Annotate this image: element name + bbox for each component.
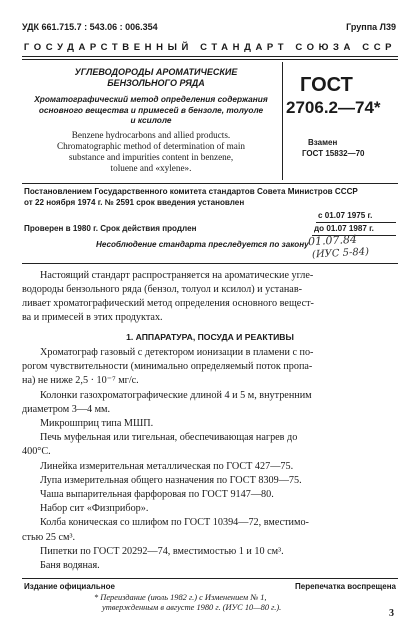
masthead: ГОСУДАРСТВЕННЫЙ СТАНДАРТ СОЮЗА ССР xyxy=(23,42,397,53)
udk-code: УДК 661.715.7 : 543.06 : 006.354 xyxy=(22,22,158,32)
decree-text xyxy=(24,187,358,208)
equipment-line: Хроматограф газовый с детектором ионизации в пламени с по- xyxy=(40,347,314,358)
subtitle-ru-line: Хроматографический метод определения содержания xyxy=(34,94,268,104)
equipment-line: Баня водяная. xyxy=(40,560,100,572)
equipment-line: Лупа измерительная общего назначения по ГОСТ 8309—75. xyxy=(40,474,302,486)
title-ru-line: БЕНЗОЛЬНОГО РЯДА xyxy=(107,78,205,88)
intro-line: ливает хроматографический метод определения основного вещест- xyxy=(22,298,314,309)
title-en xyxy=(30,130,272,174)
replaces-value: ГОСТ 15832—70 xyxy=(302,149,365,158)
replaces-label: Взамен xyxy=(308,138,338,147)
masthead-rule-top xyxy=(22,56,398,57)
intro-line: водороды бензольного ряда (бензол, толуол и ксилол) и устанав- xyxy=(22,284,303,295)
title-ru-line: УГЛЕВОДОРОДЫ АРОМАТИЧЕСКИЕ xyxy=(74,67,238,77)
handwritten-date: 01.07.84 xyxy=(307,232,358,249)
edition-label: Издание официальное xyxy=(24,582,115,591)
decree-rule xyxy=(22,263,398,264)
title-en-line: Benzene hydrocarbons and allied products. xyxy=(71,130,231,140)
title-block-rule xyxy=(22,183,398,184)
subtitle-ru xyxy=(30,94,272,126)
equipment-line: Микрошприц типа МШП. xyxy=(40,418,154,430)
gost-label: ГОСТ xyxy=(300,74,353,96)
equipment-line: диаметром 3—4 мм. xyxy=(22,403,111,415)
subtitle-ru-line: основного вещества и примесей в бензоле, толуоле xyxy=(38,104,264,115)
equipment-line: Колонки газохроматографические длиной 4 и 5 м, внутренним xyxy=(40,389,312,401)
masthead-rule-bottom xyxy=(22,59,398,60)
decree-line: Постановлением Государственного комитета стандартов Совета Министров СССР xyxy=(24,187,358,196)
footer-note-line: * Переиздание (июль 1982 г.) с Изменением № 1, xyxy=(94,593,267,602)
title-divider xyxy=(282,62,283,180)
gost-number: 2706.2—74* xyxy=(286,98,381,117)
checked-text: Проверен в 1980 г. Срок действия продлен xyxy=(24,224,197,233)
title-ru xyxy=(40,67,272,89)
footer-note-line: утвержденным в августе 1980 г. (ИУС 10—80 г.). xyxy=(102,603,282,612)
decree-line: от 22 ноября 1974 г. № 2591 срок введения установлен xyxy=(24,197,245,207)
reprint-label: Перепечатка воспрещена xyxy=(295,582,396,591)
footer-rule xyxy=(22,578,398,579)
intro-line: Настоящий стандарт распространяется на ароматические угле- xyxy=(40,270,314,281)
intro-paragraph xyxy=(22,269,398,325)
footer-note xyxy=(94,593,281,613)
equipment-line: Чаша выпарительная фарфоровая по ГОСТ 9147—80. xyxy=(40,489,274,501)
title-en-line: toluene and «xylene». xyxy=(110,163,192,173)
equipment-line: Печь муфельная или тигельная, обеспечивающая нагрев до xyxy=(40,432,298,444)
equipment-line: Колба коническая со шлифом по ГОСТ 10394—72, вместимо- xyxy=(40,517,309,529)
subtitle-ru-line: и ксилоле xyxy=(130,115,172,125)
equipment-line: 400°С. xyxy=(22,446,51,458)
equipment-line: Пипетки по ГОСТ 20292—74, вместимостью 1 и 10 см³. xyxy=(40,545,284,557)
section-title: 1. АППАРАТУРА, ПОСУДА И РЕАКТИВЫ xyxy=(126,332,294,342)
intro-date-underline xyxy=(316,222,396,223)
group-code: Группа Л39 xyxy=(346,22,396,32)
page-number: 3 xyxy=(389,608,394,619)
equipment-line: Линейка измерительная металлическая по ГОСТ 427—75. xyxy=(40,460,294,472)
equipment-line: стью 25 см³. xyxy=(22,531,76,543)
intro-line: ва и примесей в этих продуктах. xyxy=(22,312,163,323)
handwritten-ius: (ИУС 5-84) xyxy=(311,246,370,261)
equipment-list xyxy=(22,346,398,573)
intro-date: с 01.07 1975 г. xyxy=(318,211,373,220)
extended-date: до 01.07 1987 г. xyxy=(314,224,374,233)
title-en-line: Chromatographic method of determination of main xyxy=(56,141,246,151)
equipment-line: рогом чувствительности (минимально определяемый поток пропа- xyxy=(22,361,313,373)
equipment-line: Набор сит «Физприбор». xyxy=(40,503,149,515)
noncompliance-text: Несоблюдение стандарта преследуется по закону xyxy=(96,240,309,249)
title-en-line: substance and impurities content in benzene, xyxy=(68,152,234,162)
equipment-line: на) не ниже 2,5 · 10⁻⁷ мг/с. xyxy=(22,375,139,387)
